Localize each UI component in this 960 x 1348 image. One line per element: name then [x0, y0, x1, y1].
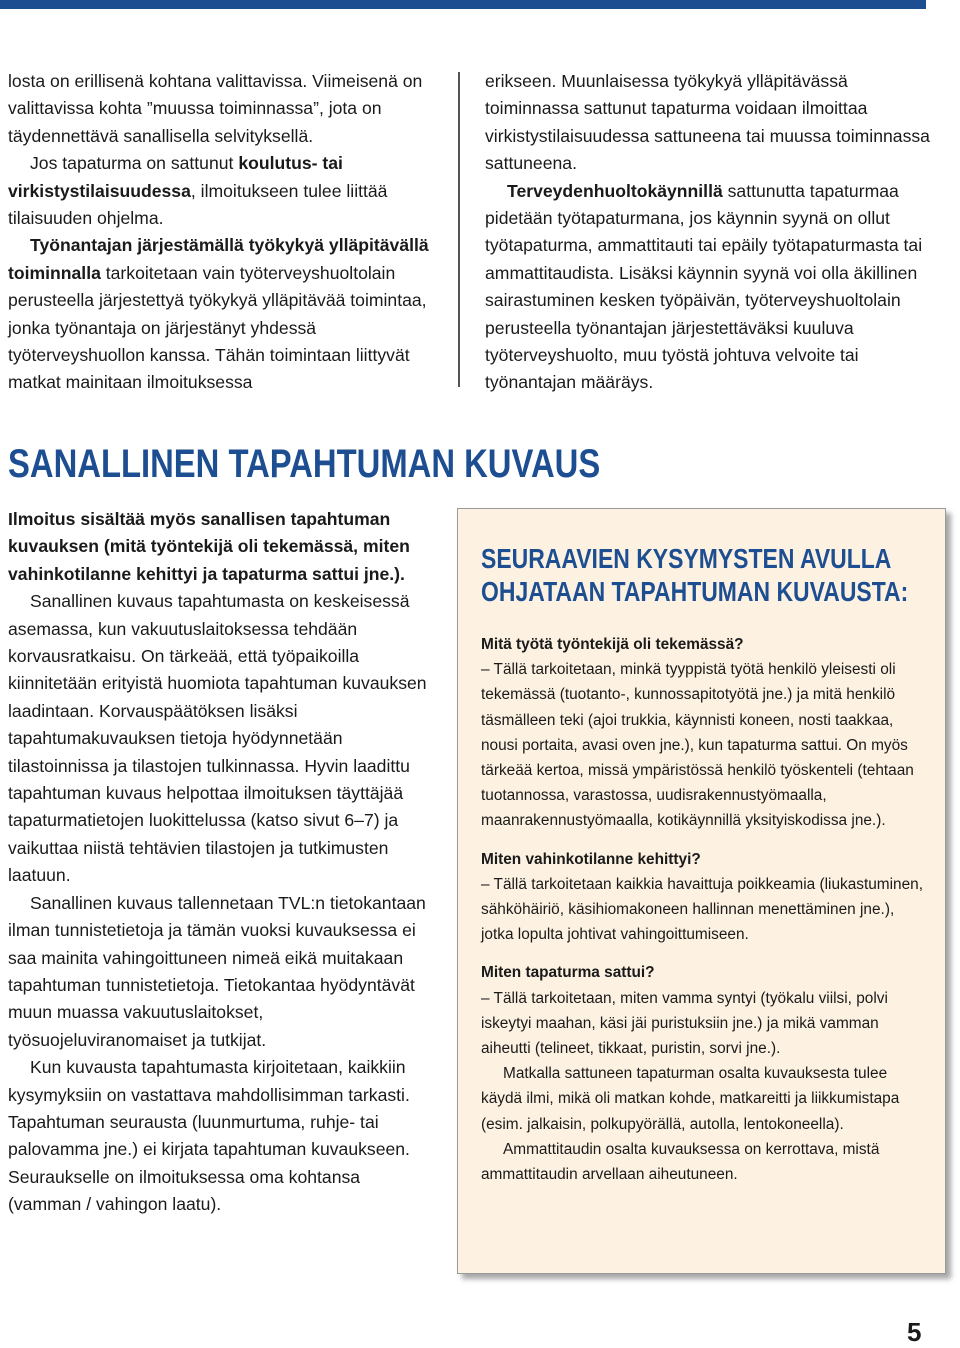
question-heading: Mitä työtä työntekijä oli tekemässä? — [481, 636, 744, 653]
paragraph: Sanallinen kuvaus tapahtumasta on keskeisessä asemassa, kun vakuutuslaitoksessa tehdään korvausratkaisu. On tärkeää, että työpaikoilla kiinnitetään erityistä huomiota tapahtuman kuvauksen laadintaan. Korvauspäätöksen lisäksi tapahtumakuvauksen tietoja hyödynnetään tilastoinnissa ja tilastojen tulkinnassa. Hyvin laadittu tapahtuman kuvaus helpottaa ilmoituksen täyttäjää tapaturmatietojen luokittelussa (katso sivut 6–7) ja vaikuttaa niistä tehtävien tilastojen ja tutkimusten laatuun. — [8, 591, 427, 886]
question-heading: Miten tapaturma sattui? — [481, 964, 655, 982]
text: tarkoitetaan vain työterveyshuoltolain perusteella järjestettyä työkykyä ylläpitävää toimintaa, jonka työnantaja on järjestänyt yhdessä työterveyshuollon kanssa. Tähän toimintaan liittyvät matkat mainitaan ilmoituksessa — [8, 262, 427, 393]
bold-term: Terveydenhuoltokäynnillä — [507, 180, 723, 201]
top-accent-bar — [0, 0, 926, 9]
text: sattunutta tapaturmaa pidetään työtapaturmana, jos käynnin syynä on ollut työtapaturma, ammattitauti tai epäily työtapaturmasta tai ammattitaudista. Lisäksi käynnin syynä voi olla äkillinen sairastuminen kesken työpäivän, työterveyshuoltolain perusteella työnantajan järjestettäväksi kuuluva työterveyshuolto, muu työstä johtuva velvoite tai työnantajan määräys. — [485, 180, 923, 393]
text: Jos tapaturma on sattunut — [30, 153, 239, 174]
text: , ilmoitukseen tulee liittää tilaisuuden ohjelma. — [8, 180, 388, 229]
column-divider — [458, 72, 460, 387]
question-text: – Tällä tarkoitetaan kaikkia havaittuja poikkeamia (liukastuminen, sähköhäiriö, käsihiomakoneen hallinnan menettäminen jne.), jotka lopulta johtivat vahingoittumiseen. — [481, 875, 923, 944]
paragraph — [8, 150, 440, 232]
bold-term: Työnantajan järjestämällä työkykyä ylläpitävällä toiminnalla — [8, 235, 429, 283]
paragraph: erikseen. Muunlaisessa työkykyä ylläpitävässä toiminnassa sattunut tapaturma voidaan ilmoittaa virkistystilaisuudessa sattuneena tai muussa toiminnassa sattuneena. — [485, 71, 930, 174]
page-number: 5 — [907, 1317, 922, 1347]
top-right-column — [485, 68, 937, 397]
callout-note: Matkalla sattuneen tapaturman osalta kuvauksesta tulee käydä ilmi, mikä oli matkan kohde, matkareitti ja liikkumistapa (esim. jalkaisin, polkupyörällä, autolla, lentokoneella). — [481, 1065, 900, 1133]
callout-title — [481, 542, 909, 608]
bottom-left-column — [8, 506, 438, 1219]
question-block — [481, 960, 923, 1061]
paragraph — [8, 232, 440, 396]
paragraph — [485, 178, 937, 397]
paragraph: losta on erillisenä kohtana valittavissa. Viimeisenä on valittavissa kohta ”muussa toiminnassa”, jota on täydennettävä sanallisella selvityksellä. — [8, 71, 423, 146]
question-heading: Miten vahinkotilanne kehittyi? — [481, 850, 701, 868]
callout-title-line: SEURAAVIEN KYSYMYSTEN AVULLA — [481, 543, 892, 574]
question-text: – Tällä tarkoitetaan, miten vamma syntyi (työkalu viilsi, polvi iskeytyi maahan, käsi jäi puristuksiin jne.) ja mikä vamman aiheutti (telineet, tikkaat, puristin, sorvi jne.). — [481, 989, 888, 1058]
callout-note: Ammattitaudin osalta kuvauksessa on kerrottava, mistä ammattitaudin arvellaan aiheutuneen. — [481, 1140, 880, 1184]
paragraph: Kun kuvausta tapahtumasta kirjoitetaan, kaikkiin kysymyksiin on vastattava mahdollisimman tarkasti. Tapahtuman seurausta (luunmurtuma, ruhje- tai palovamma jne.) ei kirjata tapahtuman kuvaukseen. Seuraukselle on ilmoituksessa oma kohtansa (vamman / vahingon laatu). — [8, 1057, 410, 1215]
question-text: – Tällä tarkoitetaan, minkä tyyppistä työtä henkilö yleisesti oli tekemässä (tuotanto-, kunnossapitotyötä jne.) ja mitä henkilö täsmälleen teki (ajoi trukkia, käynnisti koneen, nosti taakkaa, nousi portaita, avasi oven jne.), kun tapaturma sattui. On myös tärkeää kertoa, missä ympäristössä henkilö työskenteli (tehtaan tuotannossa, varastossa, uudisrakennustyömaalla, maanrakennustyömaalla, kotikäynnillä yksityiskodissa jne.). — [481, 661, 914, 830]
top-left-column — [8, 68, 440, 397]
lead-paragraph: Ilmoitus sisältää myös sanallisen tapahtuman kuvauksen (mitä työntekijä oli tekemässä, miten vahinkotilanne kehittyi ja tapaturma sattui jne.). — [8, 509, 410, 584]
callout-title-line: OHJATAAN TAPAHTUMAN KUVAUSTA: — [481, 576, 909, 607]
question-block — [481, 632, 923, 834]
paragraph: Sanallinen kuvaus tallennetaan TVL:n tietokantaan ilman tunnistetietoja ja tämän vuoksi kuvauksessa ei saa mainita vahingoittuneen nimeä eikä muitakaan tapahtuman tunnistetietoja. Tietokantaa hyödyntävät muun muassa vakuutuslaitokset, työsuojeluviranomaiset ja tutkijat. — [8, 892, 426, 1050]
section-title: SANALLINEN TAPAHTUMAN KUVAUS — [8, 442, 601, 486]
questions-callout-box — [457, 508, 946, 1274]
question-block — [481, 847, 923, 948]
bold-term: koulutus- tai virkistystilaisuudessa — [8, 153, 343, 201]
